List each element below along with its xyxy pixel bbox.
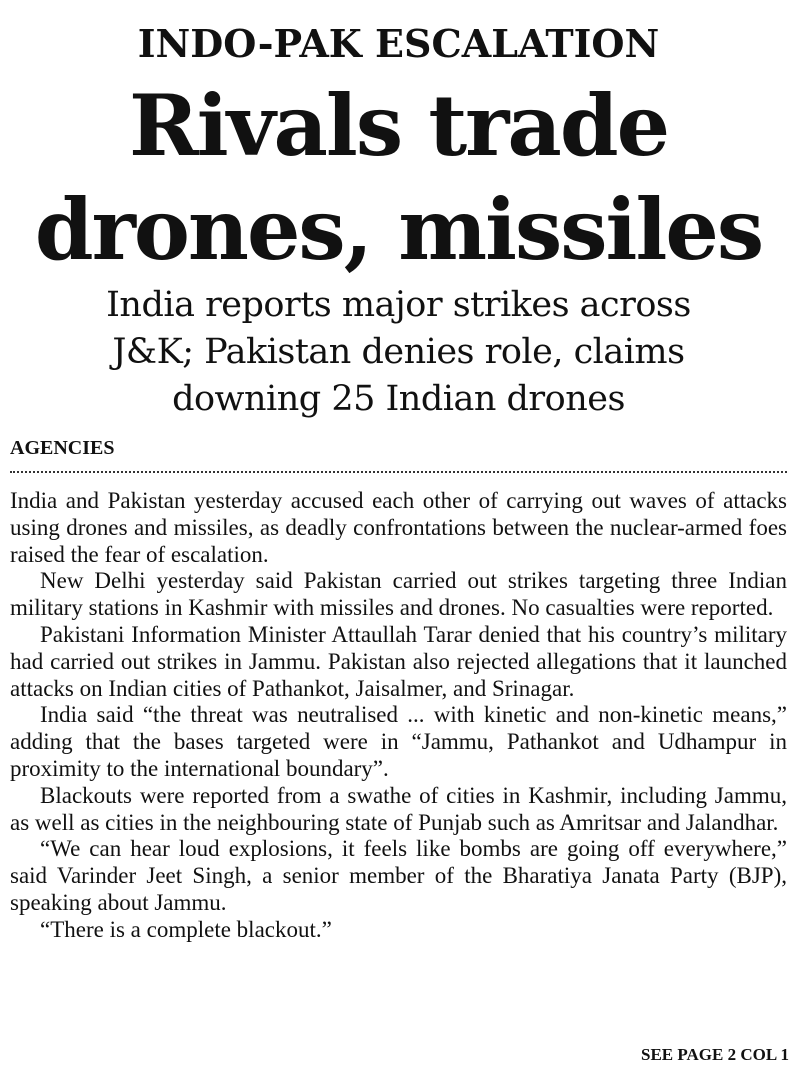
subheadline-line-3: downing 25 Indian drones [172, 379, 625, 419]
article-body [10, 488, 787, 944]
section-kicker: INDO-PAK ESCALATION [137, 21, 660, 66]
body-paragraph: India said “the threat was neutralised ... with kinetic and non-kinetic means,” adding that the bases targeted were in “Jammu, Pathankot and Udhampur in proximity to the international boundary”. [10, 702, 787, 781]
continued-on-page-note: SEE PAGE 2 COL 1 [641, 1045, 789, 1064]
headline-line-1: Rivals trade [128, 76, 669, 175]
body-paragraph: New Delhi yesterday said Pakistan carried out strikes targeting three Indian military stations in Kashmir with missiles and drones. No casualties were reported. [10, 568, 787, 621]
byline: AGENCIES [10, 437, 115, 459]
subheadline-line-2: J&K; Pakistan denies role, claims [112, 332, 685, 372]
body-paragraph: “We can hear loud explosions, it feels like bombs are going off everywhere,” said Varinder Jeet Singh, a senior member of the Bharatiya Janata Party (BJP), speaking about Jammu. [10, 836, 787, 915]
subheadline-line-1: India reports major strikes across [106, 285, 691, 325]
headline-line-2: drones, missiles [34, 180, 763, 279]
body-paragraph: Blackouts were reported from a swathe of cities in Kashmir, including Jammu, as well as cities in the neighbouring state of Punjab such as Amritsar and Jalandhar. [10, 782, 787, 835]
body-paragraph: India and Pakistan yesterday accused each other of carrying out waves of attacks using drones and missiles, as deadly confrontations between the nuclear-armed foes raised the fear of escalation. [10, 488, 787, 567]
headline [0, 74, 797, 282]
body-paragraph: Pakistani Information Minister Attaullah Tarar denied that his country’s military had carried out strikes in Jammu. Pakistan also rejected allegations that it launched attacks on Indian cities of Pathankot, Jaisalmer, and Srinagar. [10, 621, 787, 701]
body-paragraph: “There is a complete blackout.” [40, 916, 332, 942]
subheadline [0, 282, 797, 423]
dotted-divider [10, 471, 787, 473]
